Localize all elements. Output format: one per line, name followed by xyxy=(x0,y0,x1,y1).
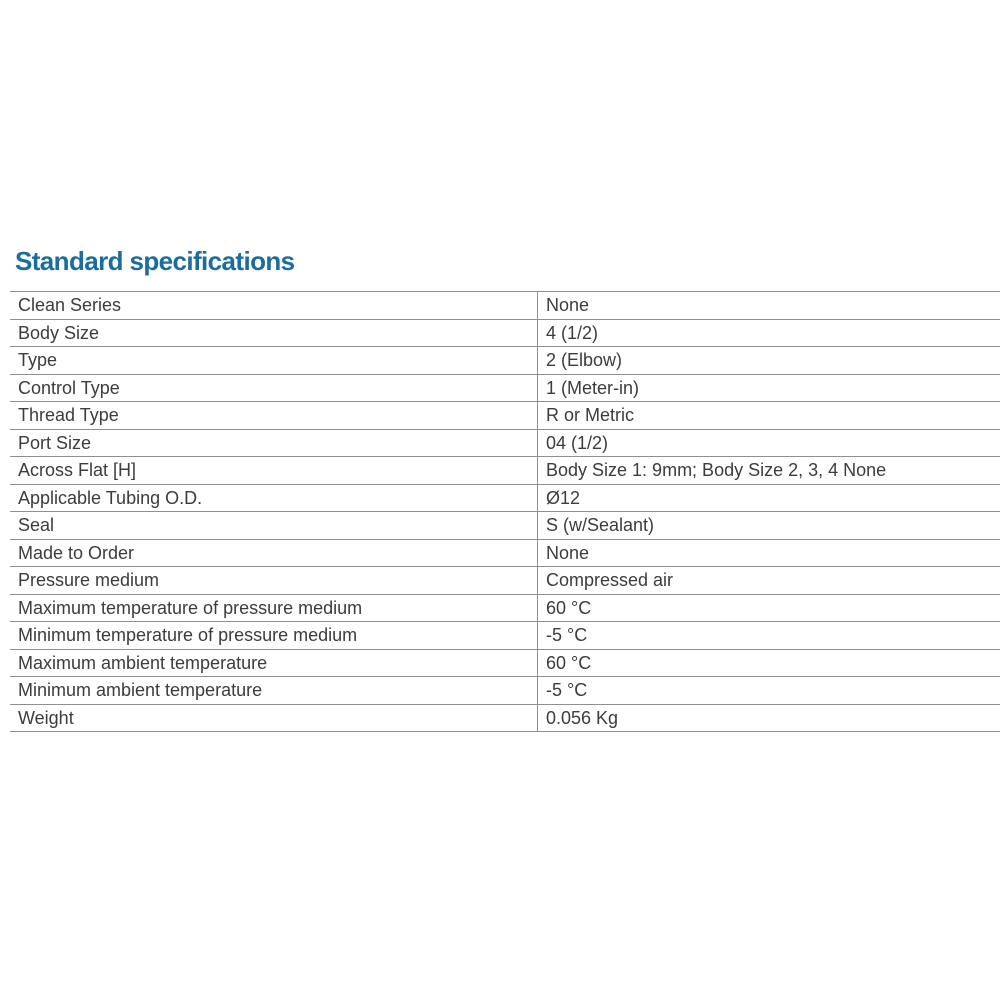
spec-value: -5 °C xyxy=(538,622,1000,650)
spec-row xyxy=(10,292,1000,320)
spec-value: None xyxy=(538,539,1000,567)
spec-row xyxy=(10,319,1000,347)
spec-value: -5 °C xyxy=(538,677,1000,705)
spec-value: 60 °C xyxy=(538,649,1000,677)
specifications-table xyxy=(10,291,1000,732)
specifications-table-body xyxy=(10,292,1000,732)
spec-row xyxy=(10,539,1000,567)
spec-label: Clean Series xyxy=(10,292,538,320)
spec-label: Weight xyxy=(10,704,538,732)
page-title: Standard specifications xyxy=(15,246,295,276)
spec-row xyxy=(10,512,1000,540)
spec-row xyxy=(10,567,1000,595)
spec-label: Maximum temperature of pressure medium xyxy=(10,594,538,622)
spec-label: Maximum ambient temperature xyxy=(10,649,538,677)
spec-label: Applicable Tubing O.D. xyxy=(10,484,538,512)
spec-row xyxy=(10,677,1000,705)
spec-row xyxy=(10,429,1000,457)
spec-value: 04 (1/2) xyxy=(538,429,1000,457)
spec-label: Body Size xyxy=(10,319,538,347)
spec-row xyxy=(10,622,1000,650)
spec-value: Ø12 xyxy=(538,484,1000,512)
spec-value: 4 (1/2) xyxy=(538,319,1000,347)
spec-label: Minimum ambient temperature xyxy=(10,677,538,705)
spec-row xyxy=(10,402,1000,430)
spec-value: 2 (Elbow) xyxy=(538,347,1000,375)
spec-row xyxy=(10,374,1000,402)
spec-value: None xyxy=(538,292,1000,320)
spec-row xyxy=(10,347,1000,375)
spec-value: Body Size 1: 9mm; Body Size 2, 3, 4 None xyxy=(538,457,1000,485)
spec-value: Compressed air xyxy=(538,567,1000,595)
spec-value: 60 °C xyxy=(538,594,1000,622)
spec-label: Seal xyxy=(10,512,538,540)
spec-label: Made to Order xyxy=(10,539,538,567)
spec-label: Control Type xyxy=(10,374,538,402)
spec-row xyxy=(10,704,1000,732)
spec-label: Across Flat [H] xyxy=(10,457,538,485)
spec-value: 1 (Meter-in) xyxy=(538,374,1000,402)
spec-row xyxy=(10,484,1000,512)
spec-value: 0.056 Kg xyxy=(538,704,1000,732)
spec-label: Port Size xyxy=(10,429,538,457)
spec-row xyxy=(10,649,1000,677)
spec-label: Thread Type xyxy=(10,402,538,430)
spec-label: Pressure medium xyxy=(10,567,538,595)
spec-label: Type xyxy=(10,347,538,375)
spec-row xyxy=(10,594,1000,622)
spec-value: R or Metric xyxy=(538,402,1000,430)
spec-label: Minimum temperature of pressure medium xyxy=(10,622,538,650)
spec-value: S (w/Sealant) xyxy=(538,512,1000,540)
spec-row xyxy=(10,457,1000,485)
